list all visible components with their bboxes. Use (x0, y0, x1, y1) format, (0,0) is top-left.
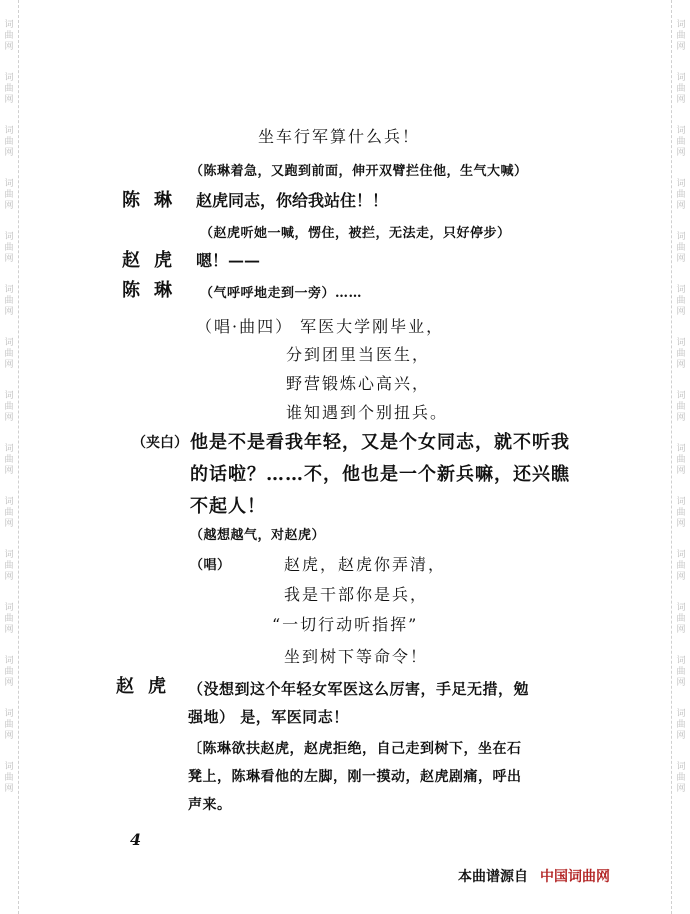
stage-direction: 〔陈琳欲扶赵虎，赵虎拒绝，自己走到树下，坐在石 (188, 741, 522, 757)
watermark: 词曲网 (676, 709, 686, 741)
watermark: 词曲网 (676, 391, 686, 423)
watermark: 词曲网 (676, 656, 686, 688)
dialogue-line: 不起人！ (190, 496, 266, 517)
page-number: 4 (130, 830, 142, 849)
stage-direction: （陈琳着急，又跑到前面，伸开双臂拦住他，生气大喊） (190, 164, 528, 179)
speaker-name: 陈琳 (122, 190, 186, 211)
watermark: 词曲网 (4, 656, 14, 688)
stage-direction: （越想越气，对赵虎） (190, 528, 326, 543)
left-watermark-strip (0, 0, 19, 914)
footer-credit (458, 866, 610, 886)
watermark: 词曲网 (676, 550, 686, 582)
stage-direction: （没想到这个年轻女军医这么厉害，手足无措，勉 (188, 680, 530, 698)
verse-line: 赵虎，赵虎你弄清， (284, 555, 447, 574)
watermark: 词曲网 (676, 444, 686, 476)
stage-direction: （赵虎听她一喊，愣住，被拦，无法走，只好停步） (200, 226, 511, 241)
watermark: 词曲网 (676, 497, 686, 529)
stage-direction: （气呼呼地走到一旁）…… (200, 286, 363, 301)
verse-line: 坐到树下等命令！ (284, 647, 429, 666)
verse-line: 谁知遇到个别扭兵。 (286, 403, 449, 422)
verse-line: 分到团里当医生， (286, 345, 431, 364)
watermark: 词曲网 (4, 232, 14, 264)
watermark: 词曲网 (676, 232, 686, 264)
watermark: 词曲网 (676, 179, 686, 211)
dialogue-line: 嗯！—— (196, 251, 261, 270)
aside-label: （夹白） (132, 435, 188, 451)
dialogue-line: 他是不是看我年轻，又是个女同志，就不听我 (190, 432, 570, 453)
watermark: 词曲网 (4, 762, 14, 794)
speaker-name: 赵虎 (122, 250, 186, 271)
watermark: 词曲网 (676, 338, 686, 370)
watermark: 词曲网 (4, 20, 14, 52)
watermark: 词曲网 (676, 285, 686, 317)
watermark: 词曲网 (4, 709, 14, 741)
stage-direction: 声来。 (188, 797, 232, 813)
verse-line: 我是干部你是兵， (284, 585, 429, 604)
watermark: 词曲网 (4, 444, 14, 476)
footer-site-link[interactable]: 中国词曲网 (540, 869, 610, 885)
stage-direction: 凳上，陈琳看他的左脚，刚一摸动，赵虎剧痛，呼出 (188, 769, 522, 785)
dialogue-line: 的话啦？……不，他也是一个新兵嘛，还兴瞧 (190, 464, 570, 485)
speaker-name: 陈琳 (122, 280, 186, 301)
watermark: 词曲网 (4, 126, 14, 158)
verse-line: （唱·曲四） 军医大学刚毕业， (196, 317, 445, 336)
watermark: 词曲网 (4, 550, 14, 582)
watermark: 词曲网 (676, 603, 686, 635)
footer-source: 本曲谱源自 (458, 869, 528, 885)
watermark: 词曲网 (676, 126, 686, 158)
watermark: 词曲网 (676, 762, 686, 794)
verse-line: 野营锻炼心高兴， (286, 374, 431, 393)
watermark: 词曲网 (4, 497, 14, 529)
watermark: 词曲网 (4, 179, 14, 211)
watermark: 词曲网 (4, 603, 14, 635)
watermark: 词曲网 (4, 391, 14, 423)
sing-label: （唱） (190, 558, 231, 573)
right-watermark-strip (671, 0, 690, 914)
watermark: 词曲网 (4, 338, 14, 370)
dialogue-line: 赵虎同志，你给我站住！！ (196, 191, 389, 210)
watermark: 词曲网 (676, 20, 686, 52)
stage-direction: 强地） 是，军医同志！ (188, 708, 349, 726)
verse-line: 坐车行军算什么兵！ (258, 127, 421, 146)
watermark: 词曲网 (676, 73, 686, 105)
watermark: 词曲网 (4, 73, 14, 105)
verse-line: “一切行动听指挥” (272, 615, 419, 634)
watermark: 词曲网 (4, 285, 14, 317)
speaker-name: 赵虎 (116, 676, 180, 697)
